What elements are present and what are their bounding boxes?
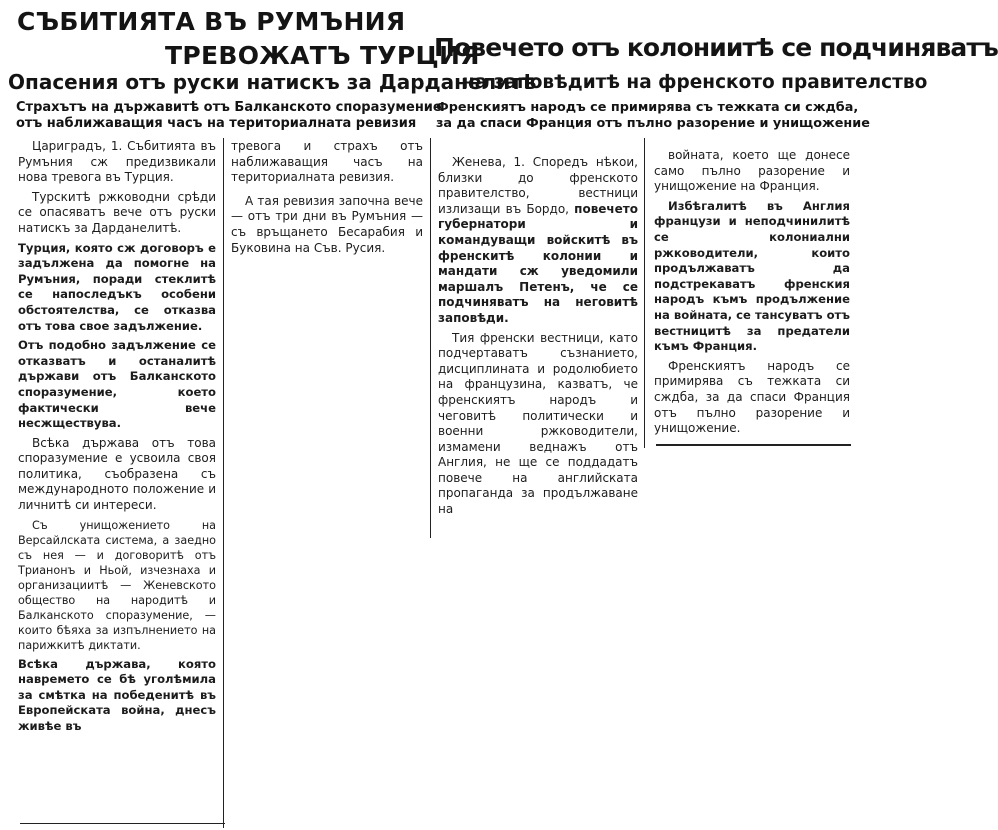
right-deck-line2: за да спаси Франция отъ пълно разорение и унищожение <box>436 116 870 131</box>
column-rule-1 <box>223 138 224 828</box>
right-col3-para-2: Тия френски вестници, като подчертаватъ съзнанието, дисциплината и родолюбието на французина, казватъ, че френскиятъ народъ и чеговитѣ политически и военни ржководители, измамени веднажъ отъ Англия, не ще се поддадатъ повече на английската пропаганда за продължаване на <box>438 330 638 517</box>
left-col1-para-6: Съ унищожението на Версайлската система, а заедно съ нея — и договоритѣ отъ Трианонъ и Ньой, изчезнаха и организациитѣ — Женевското общество на народитѣ и Балканското споразумение, — които бѣяха за изпълнението на парижкитѣ диктати. <box>18 518 216 652</box>
left-column-1 <box>18 139 216 739</box>
bottom-rule-right <box>656 444 851 446</box>
left-col1-para-4: Отъ подобно задължение се отказватъ и останалитѣ държави отъ Балканското споразумение, което фактически вече несжществува. <box>18 338 216 431</box>
left-subhead: Опасения отъ руски натискъ за Дарданелитѣ <box>8 70 537 94</box>
column-rule-3 <box>644 138 645 448</box>
right-col3-para-1-bold: повечето губернатори и командуващи войскитѣ въ френскитѣ колонии и мандати сж уведомили маршалъ Петенъ, че се подчиняватъ на неговитѣ заповѣди. <box>438 201 638 325</box>
left-col2-para-2: А тая ревизия започна вече — отъ три дни въ Румъния — съ връщането Бесарабия и Буковина на Съв. Русия. <box>231 193 423 255</box>
bottom-rule-left <box>20 823 225 824</box>
right-col3-para-1 <box>438 155 638 327</box>
left-column-2 <box>231 139 423 260</box>
left-headline <box>17 8 480 70</box>
column-rule-2 <box>430 138 431 538</box>
right-column-1 <box>438 155 638 522</box>
left-col1-para-5: Всѣка държава отъ това споразумение е усвоила своя политика, съобразена съ международното положение и личнитѣ си интереси. <box>18 435 216 513</box>
left-headline-line1: СЪБИТИЯТА ВЪ РУМЪНИЯ <box>17 7 406 36</box>
right-headline: Повечето отъ колониитѣ се подчиняватъ <box>434 33 998 62</box>
left-deck-line2: отъ наближаващия часъ на териториалната ревизия <box>16 116 417 131</box>
left-deck <box>16 100 442 132</box>
right-col4-para-3: Френскиятъ народъ се примирява съ тежката си сждба, за да спаси Франция отъ пълно разорение и унищожение. <box>654 358 850 436</box>
right-col3-para-1-lead: Женева, 1. Споредъ нѣкои, близки до френското правителство, вестници излизащи въ Бордо, <box>438 155 638 216</box>
right-column-2 <box>654 148 850 441</box>
left-deck-line1: Страхътъ на държавитѣ отъ Балканското споразумение <box>16 100 442 115</box>
right-col4-para-2: Избѣгалитѣ въ Англия французи и неподчинилитѣ се колониални ржководители, които продължаватъ да подстрекаватъ френския народъ къмъ продължение на войната, се тансуватъ отъ вестницитѣ за предатели къмъ Франция. <box>654 198 850 354</box>
left-col1-para-7: Всѣка държава, която навремето се бѣ уголѣмила за смѣтка на победенитѣ въ Европейската война, днесъ живѣе въ <box>18 656 216 734</box>
right-col4-para-1: войната, което ще донесе само пълно разорение и унищожение на Франция. <box>654 148 850 194</box>
left-headline-line2: ТРЕВОЖАТЪ ТУРЦИЯ <box>165 41 480 70</box>
left-col1-para-1: Цариградъ, 1. Събитията въ Румъния сж предизвикали нова тревога въ Турция. <box>18 139 216 185</box>
right-deck-line1: Френскиятъ народъ се примирява съ тежката си сждба, <box>436 100 859 115</box>
left-col1-para-3: Турция, която сж договоръ е задължена да помогне на Румъния, поради стеклитѣ се напоследъкъ особени обстоятелства, се отказва отъ това свое задължение. <box>18 240 216 333</box>
left-col1-para-2: Турскитѣ ржководни срѣди се опасяватъ вече отъ руски натискъ за Дарданелитѣ. <box>18 189 216 235</box>
left-col2-para-1: тревога и страхъ отъ наближаващия часъ на териториалната ревизия. <box>231 139 423 185</box>
right-deck <box>436 100 870 132</box>
right-subhead: на заповѣдитѣ на френското правителство <box>462 72 928 93</box>
